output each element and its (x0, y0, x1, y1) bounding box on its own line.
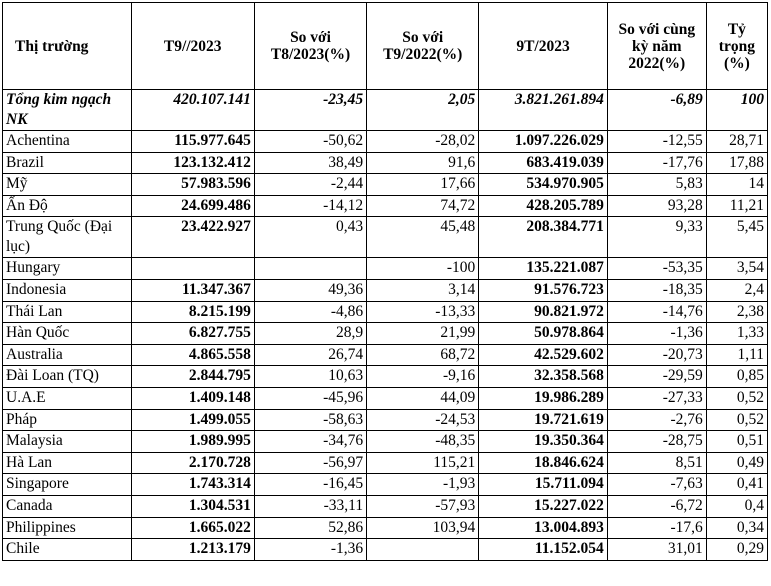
cell-t9: 8.215.199 (131, 301, 254, 323)
cell-t9: 1.213.179 (131, 539, 254, 561)
table-row (3, 301, 768, 323)
cell-market: Ấn Độ (3, 195, 132, 217)
cell-vs-same-period: -53,35 (607, 258, 706, 280)
table-row (3, 474, 768, 496)
cell-vs-t9-2022: -13,33 (367, 301, 479, 323)
cell-ytd: 19.350.364 (479, 431, 608, 453)
cell-share: 17,88 (706, 152, 767, 174)
cell-share: 5,45 (706, 217, 767, 258)
cell-vs-same-period: -18,35 (607, 279, 706, 301)
cell-vs-same-period: 31,01 (607, 539, 706, 561)
cell-vs-t9-2022: 3,14 (367, 279, 479, 301)
cell-share: 11,21 (706, 195, 767, 217)
total-row (3, 90, 768, 131)
cell-t9: 2.170.728 (131, 452, 254, 474)
cell-vs-t8: 28,9 (254, 323, 366, 345)
cell-market: Achentina (3, 131, 132, 153)
cell-vs-same-period: -12,55 (607, 131, 706, 153)
cell-vs-t8: -14,12 (254, 195, 366, 217)
cell-vs-same-period: -28,75 (607, 431, 706, 453)
cell-vs-t9-2022: 103,94 (367, 517, 479, 539)
cell-vs-same-period: 93,28 (607, 195, 706, 217)
total-vs-t8: -23,45 (254, 90, 366, 131)
cell-market: Trung Quốc (Đại lục) (3, 217, 132, 258)
cell-vs-same-period: 9,33 (607, 217, 706, 258)
cell-ytd: 534.970.905 (479, 174, 608, 196)
cell-vs-t8: -50,62 (254, 131, 366, 153)
cell-vs-t8: -16,45 (254, 474, 366, 496)
cell-market: Mỹ (3, 174, 132, 196)
cell-vs-same-period: -20,73 (607, 344, 706, 366)
cell-vs-t8: 10,63 (254, 366, 366, 388)
table-row (3, 152, 768, 174)
cell-t9: 1.304.531 (131, 495, 254, 517)
cell-vs-t8: -4,86 (254, 301, 366, 323)
cell-vs-t8: -2,44 (254, 174, 366, 196)
cell-vs-t9-2022: -24,53 (367, 409, 479, 431)
cell-ytd: 683.419.039 (479, 152, 608, 174)
cell-share: 0,49 (706, 452, 767, 474)
cell-share: 0,41 (706, 474, 767, 496)
cell-market: Hungary (3, 258, 132, 280)
cell-market: Philippines (3, 517, 132, 539)
cell-share: 2,4 (706, 279, 767, 301)
cell-share: 2,38 (706, 301, 767, 323)
cell-vs-same-period: 8,51 (607, 452, 706, 474)
cell-market: Indonesia (3, 279, 132, 301)
cell-vs-t9-2022: 17,66 (367, 174, 479, 196)
cell-vs-t9-2022: -100 (367, 258, 479, 280)
cell-ytd: 42.529.602 (479, 344, 608, 366)
cell-share: 3,54 (706, 258, 767, 280)
cell-share: 28,71 (706, 131, 767, 153)
cell-t9: 1.989.995 (131, 431, 254, 453)
cell-t9: 57.983.596 (131, 174, 254, 196)
cell-vs-t8: -33,11 (254, 495, 366, 517)
cell-ytd: 208.384.771 (479, 217, 608, 258)
cell-t9: 115.977.645 (131, 131, 254, 153)
cell-vs-same-period: -7,63 (607, 474, 706, 496)
cell-market: Singapore (3, 474, 132, 496)
header-t9-2023: T9//2023 (131, 3, 254, 90)
total-label: Tổng kim ngạch NK (3, 90, 132, 131)
cell-market: U.A.E (3, 387, 132, 409)
cell-vs-same-period: -29,59 (607, 366, 706, 388)
cell-market: Canada (3, 495, 132, 517)
cell-t9: 1.499.055 (131, 409, 254, 431)
total-vs-same-period: -6,89 (607, 90, 706, 131)
table-row (3, 539, 768, 561)
cell-vs-t8: 0,43 (254, 217, 366, 258)
table-row (3, 344, 768, 366)
header-vs-t9-2022: So với T9/2022(%) (367, 3, 479, 90)
cell-vs-t9-2022: 44,09 (367, 387, 479, 409)
cell-t9: 6.827.755 (131, 323, 254, 345)
cell-market: Malaysia (3, 431, 132, 453)
cell-vs-t9-2022 (367, 539, 479, 561)
table-row (3, 495, 768, 517)
table-row (3, 387, 768, 409)
cell-vs-same-period: -17,6 (607, 517, 706, 539)
cell-share: 0,52 (706, 387, 767, 409)
table-row (3, 409, 768, 431)
cell-market: Pháp (3, 409, 132, 431)
cell-ytd: 15.227.022 (479, 495, 608, 517)
table-row (3, 431, 768, 453)
table-row (3, 517, 768, 539)
header-market: Thị trường (3, 3, 132, 90)
cell-t9: 123.132.412 (131, 152, 254, 174)
cell-vs-t9-2022: 45,48 (367, 217, 479, 258)
cell-vs-t8: 38,49 (254, 152, 366, 174)
table-row (3, 366, 768, 388)
cell-t9: 23.422.927 (131, 217, 254, 258)
header-vs-t8: So với T8/2023(%) (254, 3, 366, 90)
cell-vs-t8: -56,97 (254, 452, 366, 474)
cell-vs-same-period: -6,72 (607, 495, 706, 517)
cell-market: Brazil (3, 152, 132, 174)
cell-ytd: 90.821.972 (479, 301, 608, 323)
cell-vs-t9-2022: 68,72 (367, 344, 479, 366)
table-row (3, 217, 768, 258)
cell-vs-t9-2022: -48,35 (367, 431, 479, 453)
cell-t9 (131, 258, 254, 280)
cell-ytd: 15.711.094 (479, 474, 608, 496)
cell-ytd: 19.721.619 (479, 409, 608, 431)
cell-vs-t8: 26,74 (254, 344, 366, 366)
table-row (3, 279, 768, 301)
cell-market: Australia (3, 344, 132, 366)
cell-ytd: 19.986.289 (479, 387, 608, 409)
cell-vs-t9-2022: 91,6 (367, 152, 479, 174)
cell-market: Hàn Quốc (3, 323, 132, 345)
total-t9: 420.107.141 (131, 90, 254, 131)
cell-vs-t9-2022: -1,93 (367, 474, 479, 496)
header-ytd-9t: 9T/2023 (479, 3, 608, 90)
cell-vs-t9-2022: 74,72 (367, 195, 479, 217)
cell-vs-t8: -1,36 (254, 539, 366, 561)
total-ytd: 3.821.261.894 (479, 90, 608, 131)
header-share: Tỷ trọng (%) (706, 3, 767, 90)
cell-share: 0,52 (706, 409, 767, 431)
cell-vs-same-period: -14,76 (607, 301, 706, 323)
cell-share: 0,34 (706, 517, 767, 539)
cell-vs-t8: -34,76 (254, 431, 366, 453)
cell-share: 14 (706, 174, 767, 196)
cell-vs-t8: -58,63 (254, 409, 366, 431)
cell-t9: 24.699.486 (131, 195, 254, 217)
cell-t9: 11.347.367 (131, 279, 254, 301)
cell-ytd: 50.978.864 (479, 323, 608, 345)
cell-market: Đài Loan (TQ) (3, 366, 132, 388)
cell-ytd: 91.576.723 (479, 279, 608, 301)
header-vs-same-period: So với cùng kỳ năm 2022(%) (607, 3, 706, 90)
cell-vs-same-period: -2,76 (607, 409, 706, 431)
cell-t9: 4.865.558 (131, 344, 254, 366)
cell-vs-same-period: -1,36 (607, 323, 706, 345)
table-row (3, 452, 768, 474)
cell-vs-t9-2022: 115,21 (367, 452, 479, 474)
cell-market: Thái Lan (3, 301, 132, 323)
cell-share: 1,33 (706, 323, 767, 345)
cell-ytd: 428.205.789 (479, 195, 608, 217)
table-row (3, 195, 768, 217)
cell-vs-same-period: -27,33 (607, 387, 706, 409)
cell-vs-t8: 52,86 (254, 517, 366, 539)
table-row (3, 323, 768, 345)
table-row (3, 174, 768, 196)
cell-t9: 1.665.022 (131, 517, 254, 539)
cell-vs-t9-2022: 21,99 (367, 323, 479, 345)
cell-market: Chile (3, 539, 132, 561)
cell-ytd: 13.004.893 (479, 517, 608, 539)
cell-vs-t8: -45,96 (254, 387, 366, 409)
cell-vs-t9-2022: -28,02 (367, 131, 479, 153)
cell-ytd: 32.358.568 (479, 366, 608, 388)
total-vs-t9-2022: 2,05 (367, 90, 479, 131)
cell-vs-same-period: -17,76 (607, 152, 706, 174)
cell-t9: 1.409.148 (131, 387, 254, 409)
cell-ytd: 18.846.624 (479, 452, 608, 474)
cell-vs-t9-2022: -57,93 (367, 495, 479, 517)
cell-share: 0,51 (706, 431, 767, 453)
cell-market: Hà Lan (3, 452, 132, 474)
cell-share: 0,4 (706, 495, 767, 517)
header-row (3, 3, 768, 90)
import-market-table (2, 2, 768, 561)
cell-ytd: 135.221.087 (479, 258, 608, 280)
cell-vs-t8: 49,36 (254, 279, 366, 301)
cell-ytd: 11.152.054 (479, 539, 608, 561)
cell-vs-t8 (254, 258, 366, 280)
cell-vs-t9-2022: -9,16 (367, 366, 479, 388)
total-share: 100 (706, 90, 767, 131)
cell-t9: 2.844.795 (131, 366, 254, 388)
cell-share: 0,29 (706, 539, 767, 561)
cell-t9: 1.743.314 (131, 474, 254, 496)
table-row (3, 131, 768, 153)
cell-share: 0,85 (706, 366, 767, 388)
cell-share: 1,11 (706, 344, 767, 366)
cell-vs-same-period: 5,83 (607, 174, 706, 196)
table-row (3, 258, 768, 280)
cell-ytd: 1.097.226.029 (479, 131, 608, 153)
